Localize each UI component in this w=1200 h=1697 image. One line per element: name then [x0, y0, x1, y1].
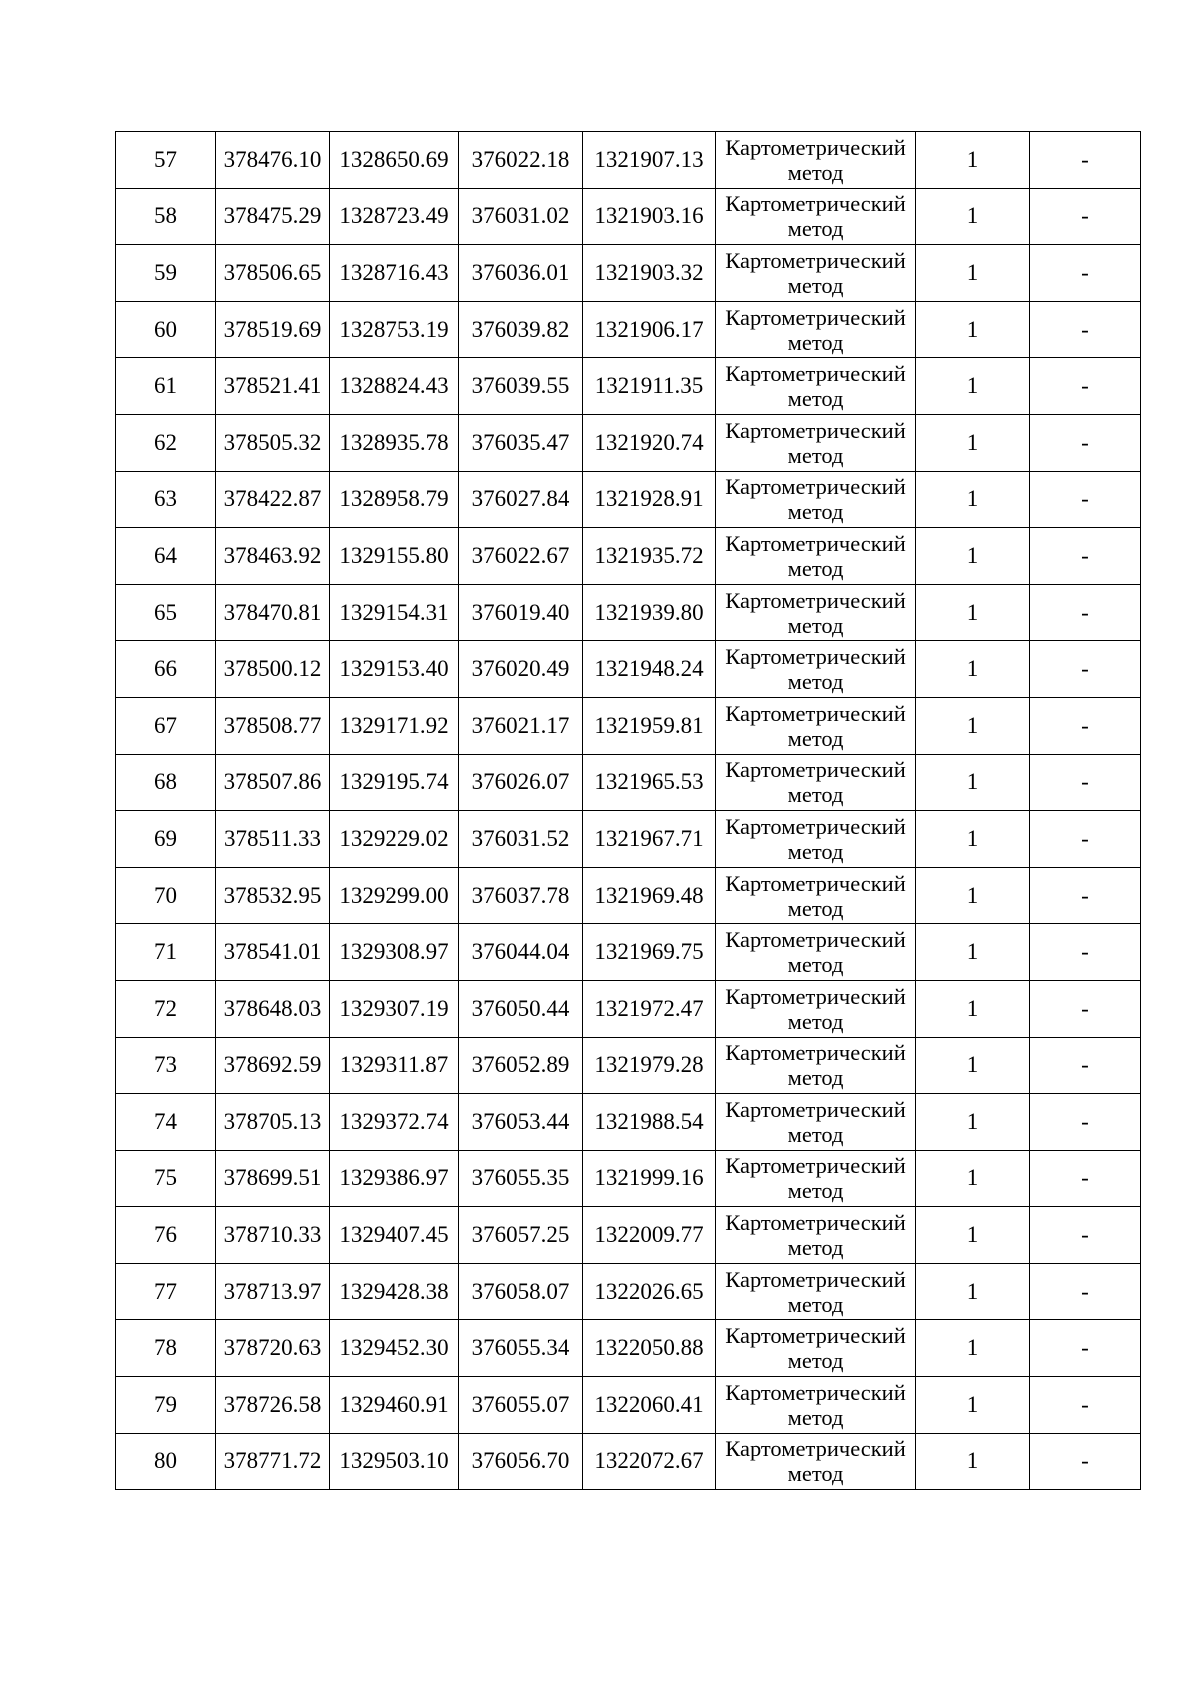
method-line-2: метод	[787, 1065, 844, 1091]
x1-coordinate-cell: 378541.01	[216, 924, 330, 981]
x2-coordinate-cell: 376053.44	[459, 1094, 583, 1151]
method-line-1: Картометрический	[725, 361, 906, 387]
note-cell: -	[1030, 1037, 1141, 1094]
accuracy-cell: 1	[916, 1263, 1030, 1320]
y2-coordinate-cell: 1321979.28	[583, 1037, 716, 1094]
method-cell	[716, 1433, 916, 1490]
method-cell	[716, 1150, 916, 1207]
table-row	[116, 132, 1141, 189]
point-number-cell: 67	[116, 697, 216, 754]
x1-coordinate-cell: 378470.81	[216, 584, 330, 641]
point-number-cell: 58	[116, 188, 216, 245]
x2-coordinate-cell: 376039.82	[459, 301, 583, 358]
x1-coordinate-cell: 378505.32	[216, 414, 330, 471]
method-line-2: метод	[787, 499, 844, 525]
table-row	[116, 1263, 1141, 1320]
x1-coordinate-cell: 378422.87	[216, 471, 330, 528]
x1-coordinate-cell: 378521.41	[216, 358, 330, 415]
table-row	[116, 641, 1141, 698]
accuracy-cell: 1	[916, 641, 1030, 698]
point-number-cell: 70	[116, 867, 216, 924]
method-line-2: метод	[787, 1348, 844, 1374]
method-line-1: Картометрический	[725, 134, 906, 160]
y1-coordinate-cell: 1329386.97	[330, 1150, 459, 1207]
point-number-cell: 76	[116, 1207, 216, 1264]
x1-coordinate-cell: 378532.95	[216, 867, 330, 924]
note-cell: -	[1030, 1377, 1141, 1434]
y1-coordinate-cell: 1328716.43	[330, 245, 459, 302]
table-body	[116, 132, 1141, 1490]
method-line-1: Картометрический	[725, 1266, 906, 1292]
method-line-1: Картометрический	[725, 1040, 906, 1066]
x2-coordinate-cell: 376055.07	[459, 1377, 583, 1434]
x2-coordinate-cell: 376055.35	[459, 1150, 583, 1207]
method-cell	[716, 132, 916, 189]
point-number-cell: 66	[116, 641, 216, 698]
note-cell: -	[1030, 188, 1141, 245]
accuracy-cell: 1	[916, 1377, 1030, 1434]
method-cell	[716, 980, 916, 1037]
point-number-cell: 79	[116, 1377, 216, 1434]
y2-coordinate-cell: 1322072.67	[583, 1433, 716, 1490]
x2-coordinate-cell: 376022.18	[459, 132, 583, 189]
method-cell	[716, 697, 916, 754]
method-line-2: метод	[787, 159, 844, 185]
point-number-cell: 60	[116, 301, 216, 358]
x1-coordinate-cell: 378475.29	[216, 188, 330, 245]
table-row	[116, 245, 1141, 302]
x1-coordinate-cell: 378508.77	[216, 697, 330, 754]
point-number-cell: 62	[116, 414, 216, 471]
method-line-1: Картометрический	[725, 417, 906, 443]
y2-coordinate-cell: 1322050.88	[583, 1320, 716, 1377]
x2-coordinate-cell: 376056.70	[459, 1433, 583, 1490]
accuracy-cell: 1	[916, 811, 1030, 868]
method-line-2: метод	[787, 725, 844, 751]
note-cell: -	[1030, 980, 1141, 1037]
table-row	[116, 414, 1141, 471]
table-row	[116, 867, 1141, 924]
y1-coordinate-cell: 1329503.10	[330, 1433, 459, 1490]
y2-coordinate-cell: 1321967.71	[583, 811, 716, 868]
coordinates-table	[115, 131, 1141, 1490]
table-row	[116, 1207, 1141, 1264]
x2-coordinate-cell: 376039.55	[459, 358, 583, 415]
method-line-1: Картометрический	[725, 1153, 906, 1179]
method-line-2: метод	[787, 1461, 844, 1487]
y1-coordinate-cell: 1329311.87	[330, 1037, 459, 1094]
method-line-1: Картометрический	[725, 474, 906, 500]
x1-coordinate-cell: 378699.51	[216, 1150, 330, 1207]
method-cell	[716, 641, 916, 698]
note-cell: -	[1030, 867, 1141, 924]
point-number-cell: 57	[116, 132, 216, 189]
y2-coordinate-cell: 1321969.48	[583, 867, 716, 924]
y1-coordinate-cell: 1329428.38	[330, 1263, 459, 1320]
accuracy-cell: 1	[916, 301, 1030, 358]
y1-coordinate-cell: 1328958.79	[330, 471, 459, 528]
accuracy-cell: 1	[916, 867, 1030, 924]
y2-coordinate-cell: 1321911.35	[583, 358, 716, 415]
accuracy-cell: 1	[916, 980, 1030, 1037]
method-line-2: метод	[787, 1404, 844, 1430]
point-number-cell: 72	[116, 980, 216, 1037]
note-cell: -	[1030, 414, 1141, 471]
accuracy-cell: 1	[916, 754, 1030, 811]
y1-coordinate-cell: 1329229.02	[330, 811, 459, 868]
method-cell	[716, 1207, 916, 1264]
accuracy-cell: 1	[916, 245, 1030, 302]
method-line-2: метод	[787, 1178, 844, 1204]
method-line-1: Картометрический	[725, 1436, 906, 1462]
y2-coordinate-cell: 1321999.16	[583, 1150, 716, 1207]
x2-coordinate-cell: 376055.34	[459, 1320, 583, 1377]
y1-coordinate-cell: 1329171.92	[330, 697, 459, 754]
method-line-1: Картометрический	[725, 1210, 906, 1236]
accuracy-cell: 1	[916, 1433, 1030, 1490]
x1-coordinate-cell: 378710.33	[216, 1207, 330, 1264]
y1-coordinate-cell: 1328650.69	[330, 132, 459, 189]
x1-coordinate-cell: 378726.58	[216, 1377, 330, 1434]
y1-coordinate-cell: 1329154.31	[330, 584, 459, 641]
note-cell: -	[1030, 584, 1141, 641]
point-number-cell: 63	[116, 471, 216, 528]
y1-coordinate-cell: 1328935.78	[330, 414, 459, 471]
note-cell: -	[1030, 1433, 1141, 1490]
x2-coordinate-cell: 376021.17	[459, 697, 583, 754]
x2-coordinate-cell: 376050.44	[459, 980, 583, 1037]
table-row	[116, 697, 1141, 754]
x1-coordinate-cell: 378713.97	[216, 1263, 330, 1320]
table-row	[116, 980, 1141, 1037]
method-cell	[716, 245, 916, 302]
x1-coordinate-cell: 378720.63	[216, 1320, 330, 1377]
method-cell	[716, 471, 916, 528]
accuracy-cell: 1	[916, 1207, 1030, 1264]
table-row	[116, 924, 1141, 981]
accuracy-cell: 1	[916, 414, 1030, 471]
method-line-1: Картометрический	[725, 813, 906, 839]
method-line-1: Картометрический	[725, 1323, 906, 1349]
x2-coordinate-cell: 376052.89	[459, 1037, 583, 1094]
point-number-cell: 73	[116, 1037, 216, 1094]
table-row	[116, 584, 1141, 641]
method-line-1: Картометрический	[725, 870, 906, 896]
method-cell	[716, 754, 916, 811]
point-number-cell: 74	[116, 1094, 216, 1151]
note-cell: -	[1030, 358, 1141, 415]
y2-coordinate-cell: 1321906.17	[583, 301, 716, 358]
x1-coordinate-cell: 378463.92	[216, 528, 330, 585]
note-cell: -	[1030, 1320, 1141, 1377]
method-cell	[716, 811, 916, 868]
y2-coordinate-cell: 1321907.13	[583, 132, 716, 189]
point-number-cell: 78	[116, 1320, 216, 1377]
note-cell: -	[1030, 1207, 1141, 1264]
method-cell	[716, 1263, 916, 1320]
method-line-1: Картометрический	[725, 644, 906, 670]
method-line-1: Картометрический	[725, 304, 906, 330]
note-cell: -	[1030, 1150, 1141, 1207]
y1-coordinate-cell: 1329153.40	[330, 641, 459, 698]
note-cell: -	[1030, 697, 1141, 754]
y1-coordinate-cell: 1329308.97	[330, 924, 459, 981]
note-cell: -	[1030, 528, 1141, 585]
point-number-cell: 69	[116, 811, 216, 868]
method-line-1: Картометрический	[725, 191, 906, 217]
method-line-1: Картометрический	[725, 530, 906, 556]
x1-coordinate-cell: 378705.13	[216, 1094, 330, 1151]
accuracy-cell: 1	[916, 1037, 1030, 1094]
note-cell: -	[1030, 132, 1141, 189]
method-line-2: метод	[787, 1121, 844, 1147]
method-line-2: метод	[787, 1008, 844, 1034]
point-number-cell: 61	[116, 358, 216, 415]
y2-coordinate-cell: 1321903.16	[583, 188, 716, 245]
y2-coordinate-cell: 1321903.32	[583, 245, 716, 302]
method-line-1: Картометрический	[725, 983, 906, 1009]
point-number-cell: 68	[116, 754, 216, 811]
y1-coordinate-cell: 1328753.19	[330, 301, 459, 358]
accuracy-cell: 1	[916, 697, 1030, 754]
method-line-2: метод	[787, 1291, 844, 1317]
accuracy-cell: 1	[916, 471, 1030, 528]
method-cell	[716, 188, 916, 245]
table-row	[116, 358, 1141, 415]
note-cell: -	[1030, 301, 1141, 358]
method-line-1: Картометрический	[725, 927, 906, 953]
x2-coordinate-cell: 376020.49	[459, 641, 583, 698]
point-number-cell: 65	[116, 584, 216, 641]
y1-coordinate-cell: 1328723.49	[330, 188, 459, 245]
note-cell: -	[1030, 754, 1141, 811]
y2-coordinate-cell: 1321920.74	[583, 414, 716, 471]
point-number-cell: 71	[116, 924, 216, 981]
method-cell	[716, 1320, 916, 1377]
point-number-cell: 59	[116, 245, 216, 302]
y2-coordinate-cell: 1321959.81	[583, 697, 716, 754]
accuracy-cell: 1	[916, 584, 1030, 641]
method-line-2: метод	[787, 782, 844, 808]
method-cell	[716, 584, 916, 641]
x2-coordinate-cell: 376058.07	[459, 1263, 583, 1320]
note-cell: -	[1030, 245, 1141, 302]
method-cell	[716, 528, 916, 585]
method-line-2: метод	[787, 386, 844, 412]
x2-coordinate-cell: 376026.07	[459, 754, 583, 811]
x1-coordinate-cell: 378506.65	[216, 245, 330, 302]
y1-coordinate-cell: 1329299.00	[330, 867, 459, 924]
y1-coordinate-cell: 1329452.30	[330, 1320, 459, 1377]
method-line-2: метод	[787, 216, 844, 242]
note-cell: -	[1030, 641, 1141, 698]
x2-coordinate-cell: 376019.40	[459, 584, 583, 641]
table-row	[116, 754, 1141, 811]
accuracy-cell: 1	[916, 924, 1030, 981]
y2-coordinate-cell: 1321988.54	[583, 1094, 716, 1151]
table-row	[116, 1377, 1141, 1434]
method-line-1: Картометрический	[725, 1096, 906, 1122]
table-row	[116, 1094, 1141, 1151]
table-row	[116, 528, 1141, 585]
y2-coordinate-cell: 1321939.80	[583, 584, 716, 641]
method-cell	[716, 414, 916, 471]
y1-coordinate-cell: 1329460.91	[330, 1377, 459, 1434]
method-cell	[716, 1377, 916, 1434]
x2-coordinate-cell: 376057.25	[459, 1207, 583, 1264]
method-cell	[716, 1037, 916, 1094]
x2-coordinate-cell: 376027.84	[459, 471, 583, 528]
x2-coordinate-cell: 376022.67	[459, 528, 583, 585]
method-cell	[716, 867, 916, 924]
x2-coordinate-cell: 376031.02	[459, 188, 583, 245]
x2-coordinate-cell: 376037.78	[459, 867, 583, 924]
table-row	[116, 811, 1141, 868]
note-cell: -	[1030, 471, 1141, 528]
accuracy-cell: 1	[916, 132, 1030, 189]
x1-coordinate-cell: 378511.33	[216, 811, 330, 868]
x2-coordinate-cell: 376044.04	[459, 924, 583, 981]
accuracy-cell: 1	[916, 528, 1030, 585]
table-row	[116, 1320, 1141, 1377]
x1-coordinate-cell: 378476.10	[216, 132, 330, 189]
method-line-2: метод	[787, 1235, 844, 1261]
method-line-2: метод	[787, 612, 844, 638]
point-number-cell: 77	[116, 1263, 216, 1320]
x2-coordinate-cell: 376031.52	[459, 811, 583, 868]
note-cell: -	[1030, 1263, 1141, 1320]
y1-coordinate-cell: 1328824.43	[330, 358, 459, 415]
method-line-1: Картометрический	[725, 700, 906, 726]
y2-coordinate-cell: 1321948.24	[583, 641, 716, 698]
y2-coordinate-cell: 1321928.91	[583, 471, 716, 528]
method-line-1: Картометрический	[725, 587, 906, 613]
method-line-2: метод	[787, 952, 844, 978]
y1-coordinate-cell: 1329372.74	[330, 1094, 459, 1151]
method-line-2: метод	[787, 669, 844, 695]
point-number-cell: 75	[116, 1150, 216, 1207]
x1-coordinate-cell: 378507.86	[216, 754, 330, 811]
method-line-1: Картометрический	[725, 757, 906, 783]
table-row	[116, 1433, 1141, 1490]
y1-coordinate-cell: 1329195.74	[330, 754, 459, 811]
method-cell	[716, 1094, 916, 1151]
accuracy-cell: 1	[916, 188, 1030, 245]
y2-coordinate-cell: 1322060.41	[583, 1377, 716, 1434]
method-line-2: метод	[787, 895, 844, 921]
x1-coordinate-cell: 378500.12	[216, 641, 330, 698]
method-line-2: метод	[787, 442, 844, 468]
y1-coordinate-cell: 1329407.45	[330, 1207, 459, 1264]
x1-coordinate-cell: 378519.69	[216, 301, 330, 358]
method-line-2: метод	[787, 838, 844, 864]
x1-coordinate-cell: 378692.59	[216, 1037, 330, 1094]
y2-coordinate-cell: 1321972.47	[583, 980, 716, 1037]
table-row	[116, 1150, 1141, 1207]
point-number-cell: 64	[116, 528, 216, 585]
table-row	[116, 188, 1141, 245]
note-cell: -	[1030, 1094, 1141, 1151]
x2-coordinate-cell: 376036.01	[459, 245, 583, 302]
method-line-2: метод	[787, 329, 844, 355]
x1-coordinate-cell: 378771.72	[216, 1433, 330, 1490]
accuracy-cell: 1	[916, 1150, 1030, 1207]
method-cell	[716, 358, 916, 415]
accuracy-cell: 1	[916, 358, 1030, 415]
y2-coordinate-cell: 1321969.75	[583, 924, 716, 981]
method-cell	[716, 301, 916, 358]
table-row	[116, 301, 1141, 358]
table-row	[116, 471, 1141, 528]
note-cell: -	[1030, 924, 1141, 981]
method-line-2: метод	[787, 555, 844, 581]
accuracy-cell: 1	[916, 1320, 1030, 1377]
y2-coordinate-cell: 1321965.53	[583, 754, 716, 811]
x2-coordinate-cell: 376035.47	[459, 414, 583, 471]
point-number-cell: 80	[116, 1433, 216, 1490]
y1-coordinate-cell: 1329155.80	[330, 528, 459, 585]
y2-coordinate-cell: 1322026.65	[583, 1263, 716, 1320]
note-cell: -	[1030, 811, 1141, 868]
accuracy-cell: 1	[916, 1094, 1030, 1151]
y2-coordinate-cell: 1322009.77	[583, 1207, 716, 1264]
table-row	[116, 1037, 1141, 1094]
y2-coordinate-cell: 1321935.72	[583, 528, 716, 585]
y1-coordinate-cell: 1329307.19	[330, 980, 459, 1037]
x1-coordinate-cell: 378648.03	[216, 980, 330, 1037]
method-line-1: Картометрический	[725, 1379, 906, 1405]
method-line-1: Картометрический	[725, 247, 906, 273]
method-line-2: метод	[787, 272, 844, 298]
method-cell	[716, 924, 916, 981]
